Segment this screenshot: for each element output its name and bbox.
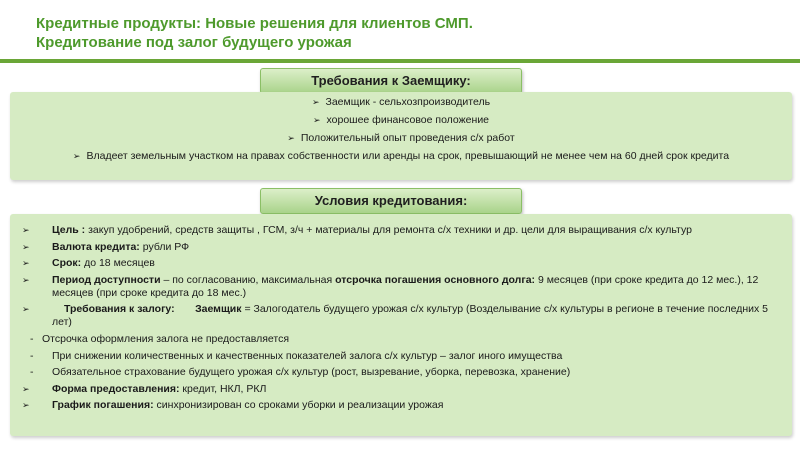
collateral-label: Требования к залогу: xyxy=(64,303,175,316)
dash-bullet-icon: - xyxy=(30,349,34,362)
conditions-heading: Условия кредитования: xyxy=(260,188,522,214)
conditions-panel xyxy=(10,214,792,436)
sub-item-text: Обязательное страхование будущего урожая с/х культур (рост, вызревание, уборка, перевозка, хранение) xyxy=(52,366,571,379)
form-label: Форма предоставления: xyxy=(52,382,180,395)
requirement-text: хорошее финансовое положение xyxy=(326,114,490,126)
dash-bullet-icon: - xyxy=(30,332,34,345)
arrow-bullet-icon: ➢ xyxy=(312,115,321,125)
sub-item-text: Отсрочка оформления залога не предоставляется xyxy=(42,332,290,345)
arrow-bullet-icon: ➢ xyxy=(287,133,295,143)
list-item xyxy=(22,241,786,254)
sub-item-text: При снижении количественных и качественных показателей залога с/х культур – залог иного имущества xyxy=(52,349,563,362)
requirement-text: Владеет земельным участком на правах собственности или аренды на срок, превышающий не менее чем на 60 дней срок кредита xyxy=(86,150,730,162)
title-line-2: Кредитование под залог будущего урожая xyxy=(36,34,352,51)
arrow-bullet-icon: ➢ xyxy=(22,258,30,269)
term-label: Срок: xyxy=(52,257,82,270)
requirements-panel xyxy=(10,92,792,180)
list-item xyxy=(10,114,792,128)
collateral-text: = Залогодатель будущего урожая с/х культур (Возделывание с/х культуры в регионе в течение последних 5 лет) xyxy=(52,303,769,329)
requirements-heading: Требования к Заемщику: xyxy=(260,68,522,94)
currency-text: рубли РФ xyxy=(139,240,190,253)
list-item xyxy=(22,274,786,300)
deferral-label: отсрочка погашения основного долга: xyxy=(335,273,536,286)
conditions-list xyxy=(22,224,786,416)
term-text: до 18 месяцев xyxy=(81,257,155,270)
requirement-text: Положительный опыт проведения с/х работ xyxy=(300,132,515,144)
currency-label: Валюта кредита: xyxy=(52,240,140,253)
requirement-text: Заемщик - сельхозпроизводитель xyxy=(325,96,491,108)
availability-label: Период доступности xyxy=(52,273,161,286)
goal-label: Цель : xyxy=(52,224,86,236)
title-line-1: Кредитные продукты: Новые решения для клиентов СМП. xyxy=(36,15,473,32)
list-item xyxy=(22,333,786,346)
arrow-bullet-icon: ➢ xyxy=(72,151,81,161)
page-title xyxy=(36,14,776,52)
list-item xyxy=(10,132,792,146)
schedule-text: синхронизирован со сроками уборки и реализации урожая xyxy=(153,399,444,412)
availability-text: – по согласованию, максимальная xyxy=(160,273,336,286)
requirements-list xyxy=(10,96,792,164)
arrow-bullet-icon: ➢ xyxy=(22,274,30,285)
list-item xyxy=(22,399,786,412)
dash-bullet-icon: - xyxy=(30,366,34,379)
list-item xyxy=(22,366,786,379)
arrow-bullet-icon: ➢ xyxy=(22,383,30,394)
deferral-text: 9 месяцев (при сроке кредита до 12 мес.), 12 месяцев (при сроке кредита до 18 мес.) xyxy=(52,273,759,299)
arrow-bullet-icon: ➢ xyxy=(22,400,30,411)
list-item xyxy=(22,257,786,270)
form-text: кредит, НКЛ, РКЛ xyxy=(179,382,267,395)
list-item xyxy=(10,96,792,110)
list-item xyxy=(22,224,786,237)
goal-text: закуп удобрений, средств защиты , ГСМ, з/ч + материалы для ремонта с/х техники и др. цели для выращивания с/х культур xyxy=(85,224,692,236)
list-item xyxy=(10,150,792,164)
list-item xyxy=(22,383,786,396)
title-divider xyxy=(0,59,800,63)
arrow-bullet-icon: ➢ xyxy=(311,97,320,107)
borrower-label: Заемщик xyxy=(195,303,242,316)
list-item xyxy=(22,350,786,363)
arrow-bullet-icon: ➢ xyxy=(22,225,30,235)
arrow-bullet-icon: ➢ xyxy=(22,304,30,315)
list-item xyxy=(22,303,786,329)
arrow-bullet-icon: ➢ xyxy=(22,241,30,252)
schedule-label: График погашения: xyxy=(52,399,154,412)
